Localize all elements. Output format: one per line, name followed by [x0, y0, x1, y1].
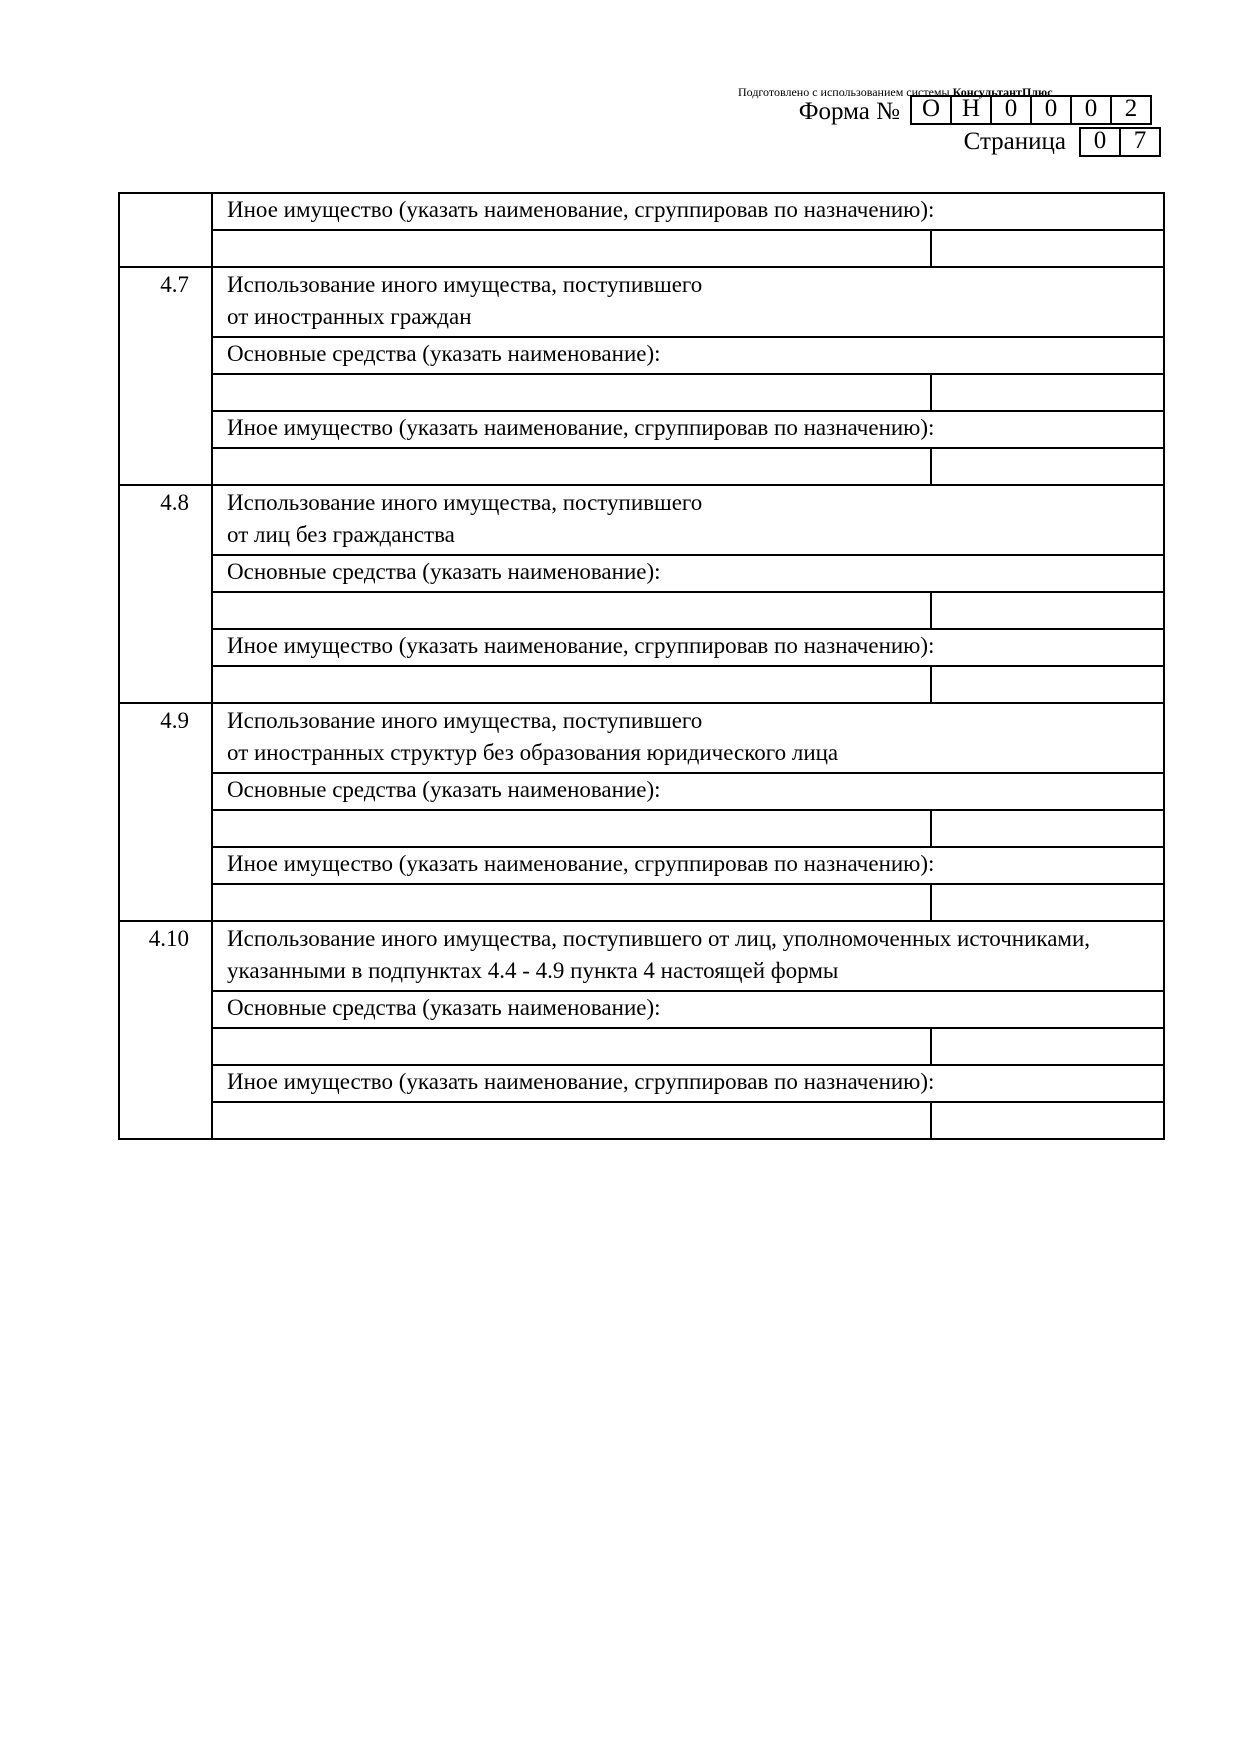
table-row: [119, 337, 1164, 374]
form-code-cell: 0: [1030, 95, 1072, 125]
table-row: [119, 991, 1164, 1028]
entry-name-cell[interactable]: [212, 666, 931, 703]
form-code-cell: Н: [950, 95, 992, 125]
entry-name-cell[interactable]: [212, 592, 931, 629]
entry-value-cell[interactable]: [931, 666, 1164, 703]
page-label: Страница: [963, 128, 1066, 155]
section-heading-line: указанными в подпунктах 4.4 - 4.9 пункта 4 настоящей формы: [227, 958, 839, 983]
entry-value-cell[interactable]: [931, 448, 1164, 485]
form-number-label: Форма №: [798, 98, 900, 125]
form-code-cell: 0: [1070, 95, 1112, 125]
section-heading-line: Использование иного имущества, поступившего: [227, 490, 703, 515]
fixed-assets-label: Основные средства (указать наименование):: [212, 991, 1164, 1028]
page-number-cells: [1081, 127, 1161, 157]
entry-name-cell[interactable]: [212, 810, 931, 847]
section-heading-line: от лиц без гражданства: [227, 522, 455, 547]
section-heading-line: Использование иного имущества, поступившего: [227, 272, 703, 297]
table-row: [119, 230, 1164, 267]
table-row: [119, 1065, 1164, 1102]
section-heading-row: [119, 921, 1164, 991]
section-number: 4.7: [119, 267, 212, 485]
section-heading-line: от иностранных структур без образования юридического лица: [227, 740, 839, 765]
table-row: [119, 1102, 1164, 1139]
table-row: [119, 666, 1164, 703]
table-row: [119, 193, 1164, 230]
other-property-label: Иное имущество (указать наименование, сгруппировав по назначению):: [212, 193, 1164, 230]
table-row: [119, 448, 1164, 485]
entry-value-cell[interactable]: [931, 884, 1164, 921]
section-heading-line: Использование иного имущества, поступившего: [227, 708, 703, 733]
section-number: 4.9: [119, 703, 212, 921]
section-heading-line: от иностранных граждан: [227, 304, 472, 329]
section-heading: [212, 921, 1164, 991]
section-number: 4.8: [119, 485, 212, 703]
entry-name-cell[interactable]: [212, 448, 931, 485]
form-code-cell: 2: [1110, 95, 1152, 125]
table-row: [119, 1028, 1164, 1065]
section-heading: [212, 267, 1164, 337]
entry-value-cell[interactable]: [931, 374, 1164, 411]
entry-value-cell[interactable]: [931, 230, 1164, 267]
entry-value-cell[interactable]: [931, 592, 1164, 629]
table-row: [119, 810, 1164, 847]
form-code-cell: 0: [990, 95, 1032, 125]
section-heading: [212, 485, 1164, 555]
table-row: [119, 555, 1164, 592]
other-property-label: Иное имущество (указать наименование, сгруппировав по назначению):: [212, 847, 1164, 884]
section-heading-row: [119, 485, 1164, 555]
form-number-cells: [912, 95, 1152, 125]
other-property-label: Иное имущество (указать наименование, сгруппировав по назначению):: [212, 1065, 1164, 1102]
entry-value-cell[interactable]: [931, 1102, 1164, 1139]
prepared-text: Подготовлено с использованием системы: [738, 85, 950, 99]
entry-value-cell[interactable]: [931, 1028, 1164, 1065]
entry-name-cell[interactable]: [212, 230, 931, 267]
other-property-label: Иное имущество (указать наименование, сгруппировав по назначению):: [212, 411, 1164, 448]
table-row: [119, 629, 1164, 666]
fixed-assets-label: Основные средства (указать наименование):: [212, 337, 1164, 374]
table-row: [119, 592, 1164, 629]
section-heading-row: [119, 267, 1164, 337]
page-number-cell: 0: [1079, 127, 1121, 157]
table-row: [119, 847, 1164, 884]
table-row: [119, 411, 1164, 448]
section-heading-line: Использование иного имущества, поступившего от лиц, уполномоченных источниками,: [227, 926, 1091, 951]
fixed-assets-label: Основные средства (указать наименование):: [212, 555, 1164, 592]
other-property-label: Иное имущество (указать наименование, сгруппировав по назначению):: [212, 629, 1164, 666]
entry-name-cell[interactable]: [212, 1028, 931, 1065]
table-row: [119, 773, 1164, 810]
section-heading: [212, 703, 1164, 773]
property-usage-table: [118, 192, 1165, 1140]
section-number: 4.10: [119, 921, 212, 1139]
row-number-cell: [119, 193, 212, 267]
entry-value-cell[interactable]: [931, 810, 1164, 847]
table-row: [119, 374, 1164, 411]
form-code-cell: О: [910, 95, 952, 125]
fixed-assets-label: Основные средства (указать наименование):: [212, 773, 1164, 810]
section-heading-row: [119, 703, 1164, 773]
entry-name-cell[interactable]: [212, 1102, 931, 1139]
page-number-cell: 7: [1119, 127, 1161, 157]
entry-name-cell[interactable]: [212, 884, 931, 921]
entry-name-cell[interactable]: [212, 374, 931, 411]
prepared-brand: КонсультантПлюс: [952, 85, 1053, 99]
table-row: [119, 884, 1164, 921]
